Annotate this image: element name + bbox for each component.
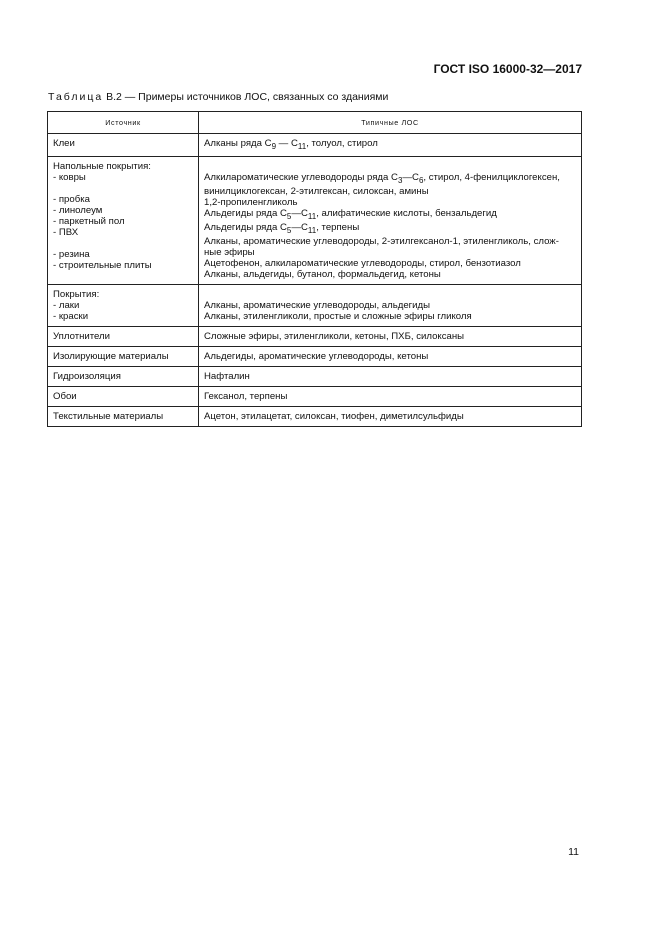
table-row (48, 134, 582, 157)
voc-cell: Алканы, ароматические углеводороды, альдегиды Алканы, этиленгликоли, простые и сложные эфиры гликоля (199, 284, 582, 326)
table-header-row (48, 112, 582, 134)
voc-cell: Алкилароматические углеводороды ряда $С_3—С_6$, стирол, 4-фенилциклогексен, винилциклогексан, 2-этилгексан, силоксан, амины 1,2-пропиленгликоль Альдегиды ряда $С_5—С_{11}$, алифатические кислоты, бензальдегид Альдегиды ряда $С_5—С_{11}$, терпены Алканы, ароматические углеводороды, 2-этилгексанол-1, этиленгликоль, слож- ные эфиры Ацетофенон, алкилароматические углеводороды, стирол, бензотиазол Алканы, альдегиды, бутанол, формальдегид, кетоны (199, 156, 582, 284)
table-caption (48, 91, 388, 103)
source-cell: Напольные покрытия: - ковры - пробка - линолеум - паркетный пол - ПВХ - резина - строительные плиты (48, 156, 199, 284)
source-cell: Изолирующие материалы (48, 346, 199, 366)
table-caption-label: Таблица (48, 91, 104, 103)
table-row (48, 156, 582, 284)
voc-cell: Гексанол, терпены (199, 386, 582, 406)
column-header-source: Источник (48, 112, 199, 134)
table-row (48, 386, 582, 406)
voc-cell: Сложные эфиры, этиленгликоли, кетоны, ПХБ, силоксаны (199, 326, 582, 346)
voc-cell: Алканы ряда $С_9$ — $С_{11}$, толуол, стирол (199, 134, 582, 157)
group-title: Напольные покрытия: (53, 160, 151, 172)
voc-cell: Ацетон, этилацетат, силоксан, тиофен, диметилсульфиды (199, 406, 582, 426)
source-cell: Гидроизоляция (48, 366, 199, 386)
table-caption-text: В.2 — Примеры источников ЛОС, связанных со зданиями (103, 91, 389, 103)
page-number: 11 (568, 846, 579, 858)
table-row (48, 326, 582, 346)
source-cell: Текстильные материалы (48, 406, 199, 426)
column-header-voc: Типичные ЛОС (199, 112, 582, 134)
source-cell: Клеи (48, 134, 199, 157)
source-cell: Покрытия: - лаки - краски (48, 284, 199, 326)
table-row (48, 346, 582, 366)
table-row (48, 366, 582, 386)
group-title: Покрытия: (53, 288, 100, 300)
source-cell: Уплотнители (48, 326, 199, 346)
voc-sources-table (47, 111, 582, 427)
voc-cell: Нафталин (199, 366, 582, 386)
source-cell: Обои (48, 386, 199, 406)
voc-cell: Альдегиды, ароматические углеводороды, кетоны (199, 346, 582, 366)
table-row (48, 406, 582, 426)
document-standard-number: ГОСТ ISO 16000-32—2017 (433, 62, 582, 76)
table-row (48, 284, 582, 326)
